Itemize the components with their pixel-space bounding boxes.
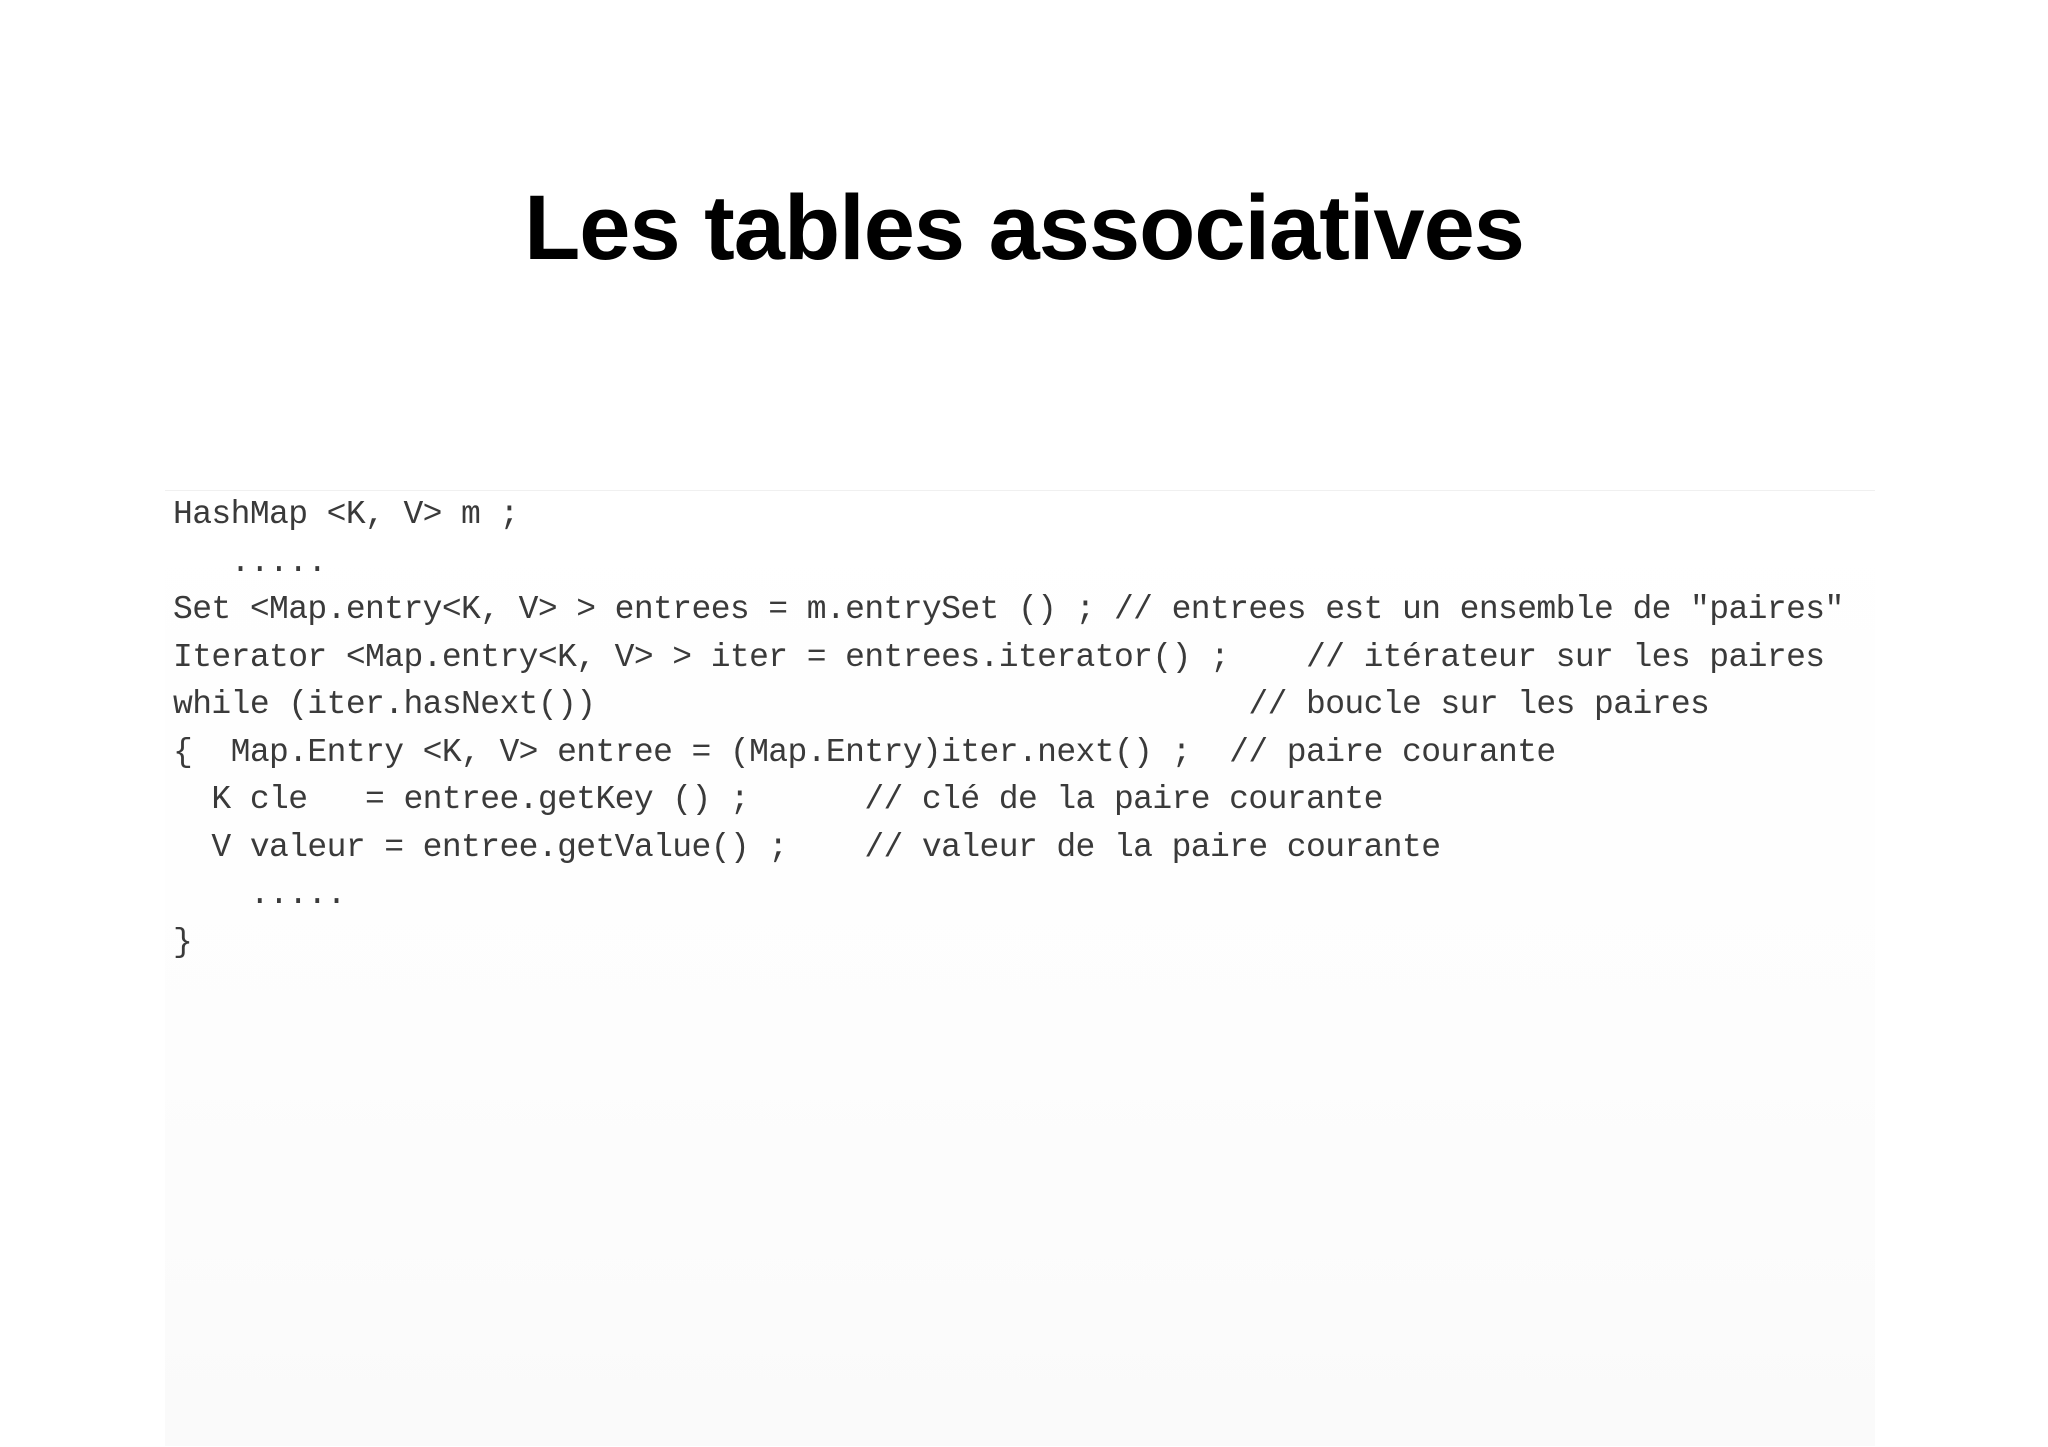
- code-line: while (iter.hasNext()) // boucle sur les paires: [173, 686, 1710, 723]
- code-line: .....: [173, 543, 327, 581]
- code-line: { Map.Entry <K, V> entree = (Map.Entry)iter.next() ; // paire courante: [173, 733, 1556, 771]
- slide-title: Les tables associatives: [524, 177, 1524, 279]
- code-line: K cle = entree.getKey () ; // clé de la paire courante: [173, 781, 1383, 818]
- code-line: .....: [173, 876, 346, 913]
- code-line: Iterator <Map.entry<K, V> > iter = entrees.iterator() ; // itérateur sur les paires: [173, 638, 1825, 676]
- code-line: HashMap <K, V> m ;: [173, 496, 519, 533]
- code-line: Set <Map.entry<K, V> > entrees = m.entrySet () ; // entrees est un ensemble de "paires": [173, 591, 1844, 628]
- code-block: [173, 491, 1844, 966]
- code-line: V valeur = entree.getValue() ; // valeur de la paire courante: [173, 828, 1441, 866]
- code-snippet-image: [165, 490, 1875, 1446]
- code-line: }: [173, 923, 193, 961]
